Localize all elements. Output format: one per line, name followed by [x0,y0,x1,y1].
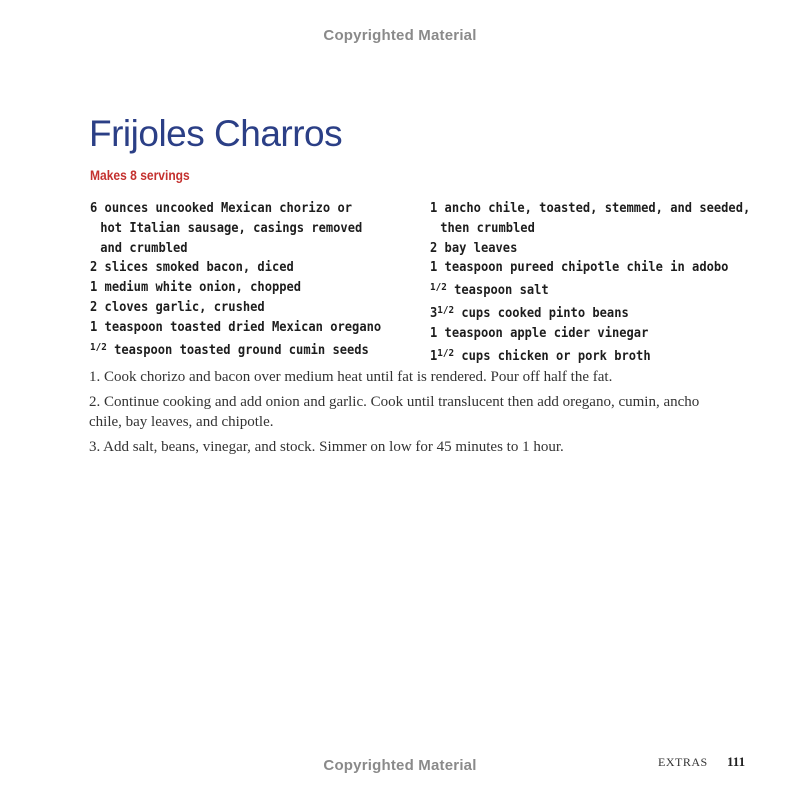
ingredient-line [90,338,397,361]
ingredient-text: 1 teaspoon apple cider vinegar [430,325,649,341]
recipe-step: 1. Cook chorizo and bacon over medium heat until fat is rendered. Pour off half the fat. [89,369,613,385]
recipe-title: Frijoles Charros [89,113,343,154]
ingredient-text: and crumbled [100,240,188,256]
recipe-step: 2. Continue cooking and add onion and garlic. Cook until translucent then add oregano, cumin, ancho chile, bay leaves, and chipotle. [89,394,700,430]
ingredient-line [430,324,737,344]
ingredient-line [90,239,397,259]
page-number: 111 [727,754,746,769]
recipe-steps [89,367,729,462]
ingredient-line [430,278,737,301]
ingredient-text: cups cooked pinto beans [454,305,629,321]
ingredient-line [90,258,397,278]
ingredient-text: 1 ancho chile, toasted, stemmed, and seeded, [430,201,751,216]
ingredient-line [430,344,737,367]
ingredient-line [90,199,397,219]
ingredient-fraction: 1/2 [437,347,455,359]
ingredient-text: teaspoon toasted ground cumin seeds [106,342,369,358]
ingredient-text: 1 medium white onion, chopped [90,280,302,296]
ingredient-text: 1 teaspoon toasted dried Mexican oregano [90,319,382,335]
ingredient-line [90,298,397,318]
ingredient-line [90,318,397,338]
ingredient-text: 1 teaspoon pureed chipotle chile in adobo [430,260,729,276]
ingredient-text: 2 cloves garlic, crushed [90,299,265,315]
watermark-bottom: Copyrighted Material [323,757,477,774]
ingredient-line [430,219,737,239]
recipe-step: 3. Add salt, beans, vinegar, and stock. Simmer on low for 45 minutes to 1 hour. [89,439,564,455]
ingredient-line [430,239,737,259]
ingredient-text: 2 slices smoked bacon, diced [90,260,294,276]
ingredients-left-column [90,199,420,360]
ingredient-whole-number: 3 [430,305,438,321]
ingredient-fraction: 1/2 [90,341,107,353]
ingredient-whole-number: 1 [430,348,438,364]
ingredient-line [90,278,397,298]
ingredient-text: 6 ounces uncooked Mexican chorizo or [90,201,353,216]
ingredient-line [430,258,737,278]
ingredient-text: 2 bay leaves [430,240,518,256]
ingredient-line [430,199,751,219]
ingredient-line [90,219,397,239]
recipe-yield: Makes 8 servings [90,167,190,183]
ingredients-right-column [430,199,760,366]
running-head-section: EXTRAS [658,755,708,769]
ingredient-line [430,301,737,324]
ingredient-text: hot Italian sausage, casings removed [100,220,363,236]
ingredient-text: cups chicken or pork broth [454,348,651,364]
ingredient-fraction: 1/2 [430,282,447,294]
ingredient-text: then crumbled [440,220,535,236]
watermark-top: Copyrighted Material [323,27,477,44]
ingredient-fraction: 1/2 [437,304,455,316]
ingredient-text: teaspoon salt [446,283,549,299]
